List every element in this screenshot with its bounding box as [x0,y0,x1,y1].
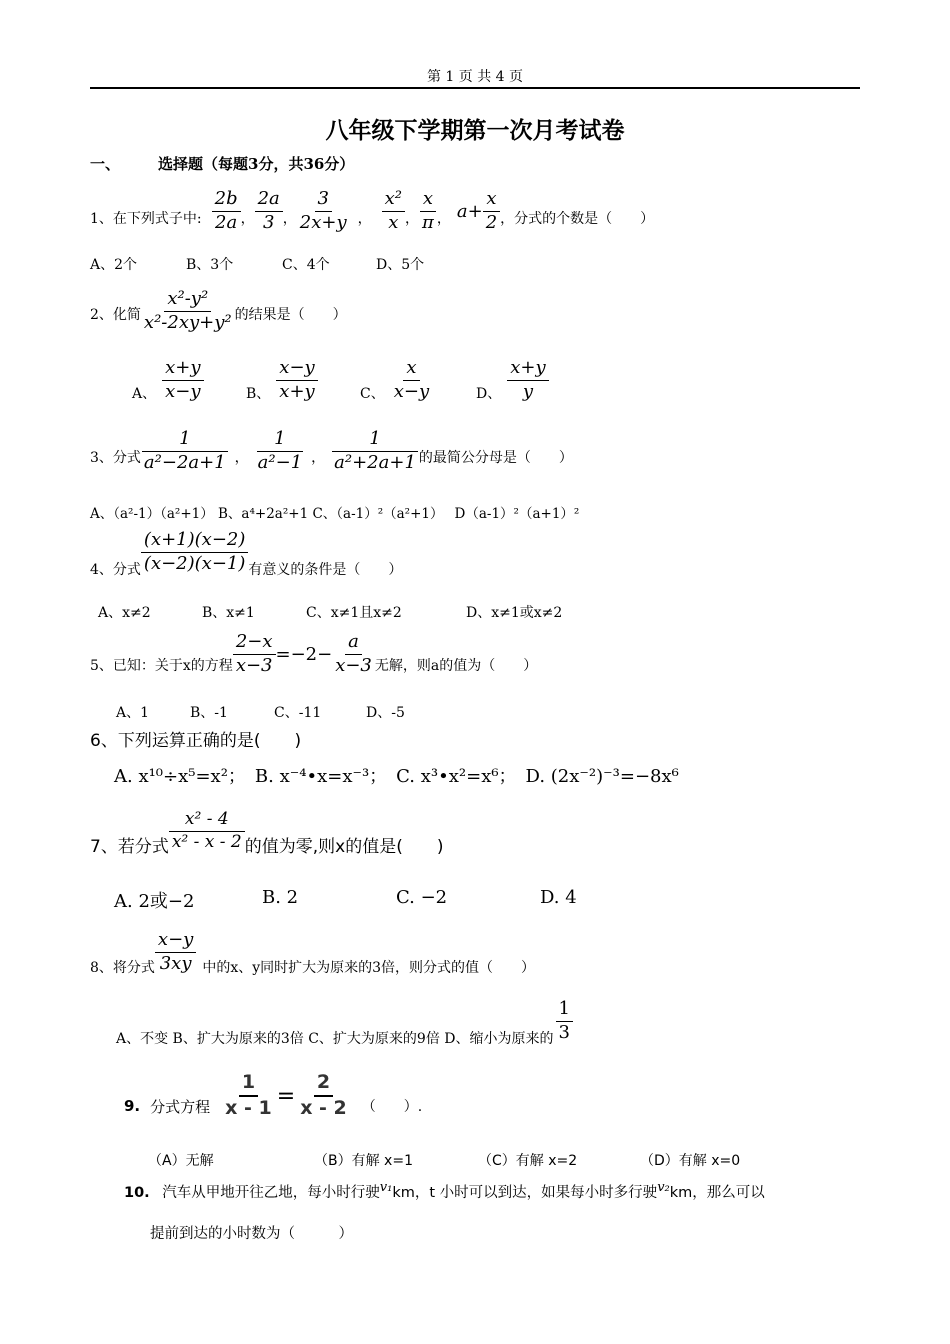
question-10-line-1 [124,1180,765,1202]
q7-fraction: $\frac{\text{x² - 4}}{\text{x² - x - 2}}$ [169,810,245,852]
question-8-stem [90,922,535,982]
q1-option-a: A、2个 [90,257,138,273]
q5-option-d: D、-5 [366,705,405,721]
q3-suffix: 的最简公分母是（ ） [418,450,573,466]
q8-options: A、不变 B、扩大为原来的3倍 C、扩大为原来的9倍 D、缩小为原来的 $\frac{1}{3}$ [116,994,573,1048]
q1-option-d: D、5个 [376,257,425,273]
q2-prefix: 2、化简 [90,307,141,323]
q1-fraction-3: $\frac{3}{2x+y}$ [299,187,347,233]
q3-prefix: 3、分式 [90,450,141,466]
q2-option-c: C、 $\frac{x}{x-y}$ [360,356,430,402]
q8-fraction: $\frac{x-y}{3xy}$ [155,930,196,974]
q2-option-b: B、 $\frac{x-y}{x+y}$ [246,350,318,410]
q1-option-c: C、4个 [282,257,330,273]
q5-fraction-1: $\frac{2-x}{x-3}$ [233,632,276,676]
q9-option-a: （A）无解 [148,1153,214,1169]
q1-prefix: 1、在下列式子中: [90,211,202,227]
q10-text-a: 汽车从甲地开往乙地，每小时行驶 [162,1185,380,1201]
q4-option-b: B、x≠1 [202,605,255,621]
q8-prefix: 8、将分式 [90,960,155,976]
q1-fraction-4: $\frac{\text{x²}}{x}$ [382,189,405,233]
question-1-stem: 1、在下列式子中: $\frac{2b}{2a}$ ， $\frac{2a}{3}$ ， $\frac{3}{2x+y}$ ， $\frac{\text{x²}}{x}$ ， $\frac{x}{\pi}$ ， a+ $\frac{x}{2}$ ，分式的个数是（ ） [90,187,655,233]
q3-fraction-3: $\frac{1}{\text{a²+2a+1}}$ [331,429,419,473]
q1-fraction-1: $\frac{2b}{2a}$ [212,189,241,233]
q1-fraction-5: $\frac{x}{\pi}$ [419,189,437,233]
q2-option-a: A、 $\frac{x+y}{x-y}$ [132,350,204,410]
q7-option-c: C. −2 [396,887,448,908]
q9-option-c: （C）有解 x=2 [478,1153,578,1169]
q5-prefix: 5、已知：关于x的方程 [90,658,233,674]
q1-fraction-6: $\frac{x}{2}$ [483,189,500,233]
q4-prefix: 4、分式 [90,562,141,578]
q9-suffix: （ ）. [361,1099,423,1115]
question-4-stem [90,522,402,582]
question-9-stem [124,1068,422,1124]
q9-option-d: （D）有解 x=0 [640,1153,741,1169]
q2-suffix: 的结果是（ ） [234,307,347,323]
q1-suffix: ，分式的个数是（ ） [500,211,655,227]
q7-suffix: 的值为零,则x的值是( ) [244,836,444,857]
q10-text-b: km，t 小时可以到达，如果每小时多行驶 [392,1185,658,1201]
q2-option-d: D、 $\frac{x+y}{y}$ [476,350,549,410]
q2-fraction: $\frac{\text{x²-y²}}{\text{x²-2xy+y²}}$ [143,287,232,333]
question-5-stem [90,622,537,686]
q5-fraction-2: $\frac{a}{x-3}$ [335,630,372,676]
q3-fraction-2: $\frac{1}{\text{a²−1}}$ [257,427,303,473]
q4-option-c: C、x≠1且x≠2 [306,605,402,621]
q5-option-c: C、-11 [274,705,322,721]
q1-expression-lead: a+ [456,200,483,222]
q7-option-a: A. 2或−2 [114,891,195,912]
q10-v1: v₁ [379,1180,393,1195]
question-3-stem: 3、分式 $\frac{1}{\text{a²−2a+1}}$ ， $\frac{1}{\text{a²−1}}$ ， $\frac{1}{\text{a²+2a+1}}$ 的最简公分母是（ ） [90,427,573,473]
question-10-line-2: 提前到达的小时数为（ ） [150,1226,353,1242]
q5-equation-middle: =−2− [275,643,333,665]
q9-fraction-2: $\frac{2}{x - 2}$ [300,1071,347,1119]
page-number-header: 第 1 页 共 4 页 [426,69,524,85]
q10-text-c: km，那么可以 [669,1185,765,1201]
q7-option-b: B. 2 [262,887,299,908]
q1-fraction-2: $\frac{2a}{3}$ [255,189,283,233]
q8-suffix: 中的x、y同时扩大为原来的3倍，则分式的值（ ） [202,960,536,976]
q4-fraction: $\frac{(x+1)(x-2)}{(x-2)(x-1)}$ [141,530,248,574]
header-rule [90,87,860,89]
q4-option-a: A、x≠2 [98,605,151,621]
question-7-stem [90,800,443,862]
q5-suffix: 无解，则a的值为（ ） [374,658,538,674]
q9-prefix: 分式方程 [150,1097,211,1116]
q3-options: A、（a²-1）（a²+1） B、a⁴+2a²+1 C、（a-1）²（a²+1） D（a-1）²（a+1）² [90,506,580,522]
q7-prefix: 7、若分式 [90,836,169,857]
q4-option-d: D、x≠1或x≠2 [466,605,563,621]
q10-number: 10. [124,1185,150,1201]
q9-number: 9. [124,1097,141,1115]
q9-fraction-1: $\frac{1}{x - 1}$ [225,1071,272,1119]
section-number: 一、 [90,155,121,173]
exam-title: 八年级下学期第一次月考试卷 [325,118,625,144]
question-6-stem: 6、下列运算正确的是( ) [90,731,302,751]
q3-fraction-1: $\frac{1}{\text{a²−2a+1}}$ [141,429,229,473]
q5-option-b: B、-1 [190,705,228,721]
q1-option-b: B、3个 [186,257,234,273]
q8-option-fraction: $\frac{1}{3}$ [556,999,573,1043]
section-heading: 选择题（每题3分，共36分） [158,155,355,173]
q6-options: A. x¹⁰÷x⁵=x²； B. x⁻⁴•x=x⁻³； C. x³•x²=x⁶； D. (2x⁻²)⁻³=−8x⁶ [114,766,679,787]
q10-v2: v₂ [657,1180,670,1195]
q9-equals: = [276,1083,296,1109]
q4-suffix: 有意义的条件是（ ） [248,562,403,578]
question-2-stem [90,278,347,350]
q7-option-d: D. 4 [540,887,577,908]
q5-option-a: A、1 [116,705,150,721]
q9-option-b: （B）有解 x=1 [314,1153,413,1169]
